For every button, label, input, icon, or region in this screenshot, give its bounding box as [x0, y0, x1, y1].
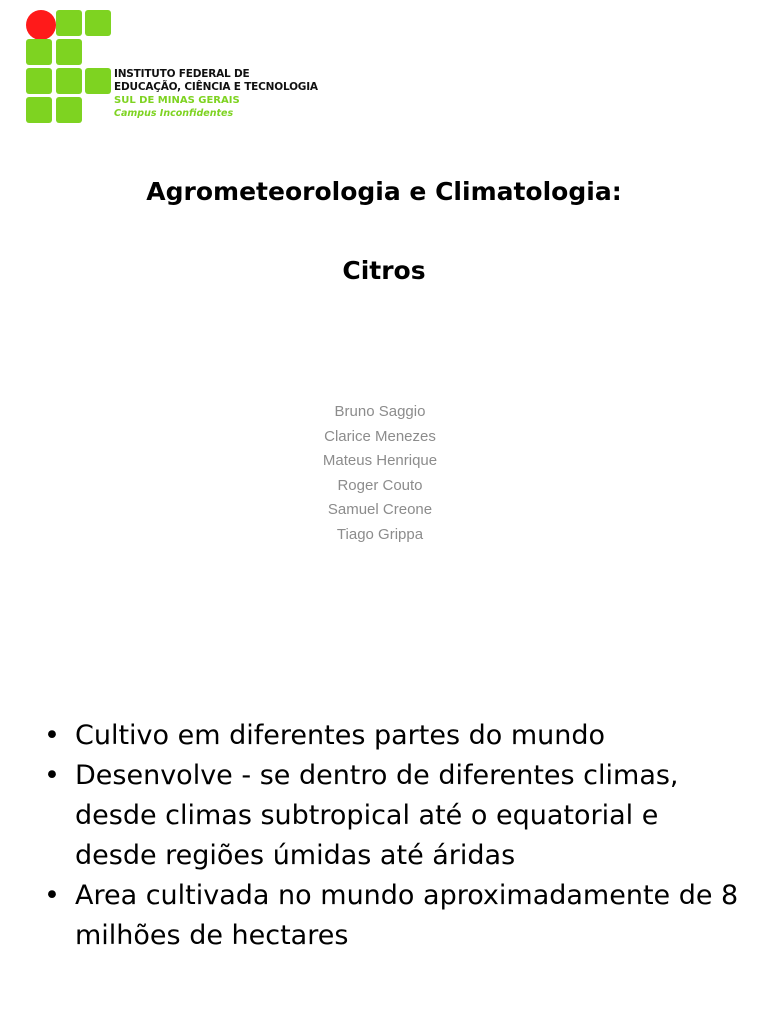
author-name: Samuel Creone: [327, 501, 433, 518]
author-name: Roger Couto: [337, 476, 423, 494]
bullet-text: Area cultivada no mundo aproximadamente de 8 milhões de hectares: [75, 880, 739, 951]
logo-square: [85, 10, 111, 36]
bullet-item: [44, 756, 744, 876]
logo-line-2: EDUCAÇÃO, CIÊNCIA E TECNOLOGIA: [114, 81, 318, 93]
logo-square: [56, 10, 82, 36]
bullet-text: Desenvolve - se dentro de diferentes climas, desde climas subtropical até o equatorial e desde regiões úmidas até áridas: [75, 760, 679, 871]
logo-square: [26, 39, 52, 65]
institution-logo: [26, 10, 326, 126]
document-subtitle: Citros: [342, 256, 426, 285]
logo-red-dot: [26, 10, 56, 40]
logo-line-1: INSTITUTO FEDERAL DE: [114, 68, 250, 80]
bullet-icon: •: [44, 720, 60, 751]
logo-text: [114, 68, 318, 120]
logo-grid-icon: [26, 10, 112, 124]
logo-line-4: Campus Inconfidentes: [114, 108, 234, 119]
bullet-text: Cultivo em diferentes partes do mundo: [75, 720, 606, 751]
bullet-icon: •: [44, 760, 60, 791]
author-name: Clarice Menezes: [324, 427, 436, 445]
logo-square: [26, 68, 52, 94]
logo-square: [56, 39, 82, 65]
author-name: Tiago Grippa: [336, 525, 424, 543]
document-title: Agrometeorologia e Climatologia:: [146, 177, 622, 206]
bullet-item: [44, 716, 744, 756]
logo-square: [26, 97, 52, 123]
logo-square: [56, 97, 82, 123]
bullet-list: [44, 716, 744, 956]
author-name: Mateus Henrique: [322, 452, 438, 469]
author-name: Bruno Saggio: [334, 403, 426, 420]
bullet-item: [44, 876, 744, 956]
author-list: [0, 400, 760, 547]
logo-square: [56, 68, 82, 94]
bullet-icon: •: [44, 880, 60, 911]
logo-line-3: SUL DE MINAS GERAIS: [114, 95, 240, 106]
logo-square: [85, 68, 111, 94]
